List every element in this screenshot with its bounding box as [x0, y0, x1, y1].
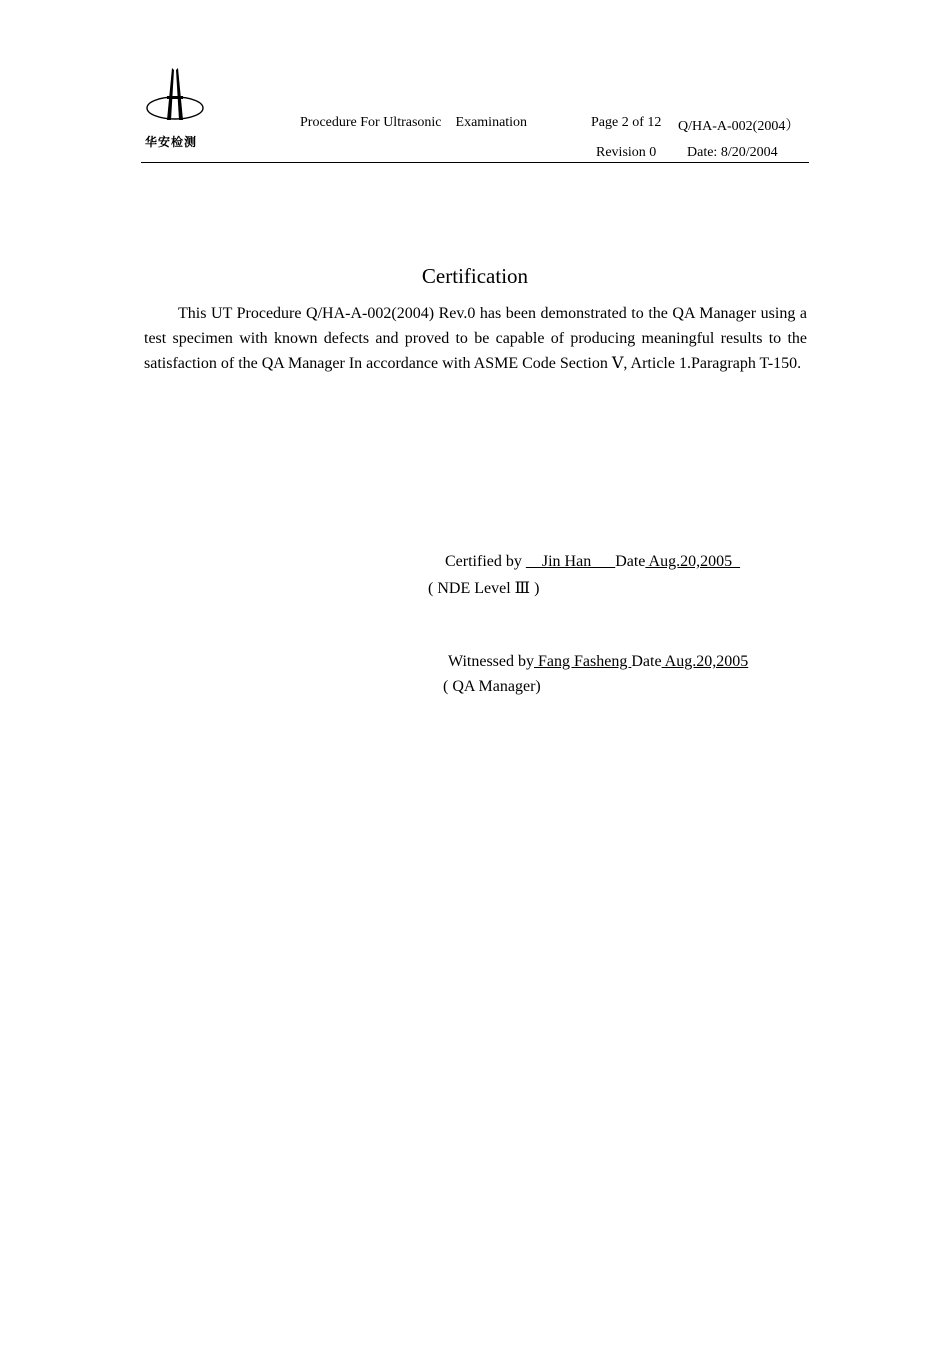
witnessed-by-name: Fang Fasheng	[534, 653, 632, 670]
witnessed-date: Aug.20,2005	[661, 653, 749, 670]
header-title: Procedure For Ultrasonic Examination	[300, 115, 528, 130]
header-divider	[141, 162, 809, 163]
witnessed-date-label: Date	[631, 653, 662, 670]
certified-date: Aug.20,2005	[645, 553, 741, 570]
witnessed-by-label: Witnessed by	[448, 653, 535, 670]
header-doc-code: Q/HA-A-002(2004）	[678, 119, 800, 134]
header-date: Date: 8/20/2004	[687, 145, 778, 160]
certified-by-name: Jin Han	[525, 553, 616, 570]
witness-role: ( QA Manager)	[443, 678, 541, 695]
certifier-level: ( NDE Level Ⅲ )	[428, 580, 540, 597]
certified-by-label: Certified by	[445, 553, 526, 570]
certification-paragraph: This UT Procedure Q/HA-A-002(2004) Rev.0 has been demonstrated to the QA Manager using a test specimen with known defects and proved to be capable of producing meaningful results to the satisfaction of the QA Manager In accordance with ASME Code Section Ⅴ, Article 1.Paragraph T-150.	[144, 305, 807, 372]
company-logo-icon	[145, 66, 207, 136]
certified-by-line	[445, 553, 740, 571]
header-page-number: Page 2 of 12	[591, 115, 662, 130]
logo-text: 华安检测	[145, 135, 198, 149]
header-revision: Revision 0	[596, 145, 657, 160]
certified-date-label: Date	[615, 553, 646, 570]
witnessed-by-line	[448, 653, 748, 671]
page-title: Certification	[421, 264, 529, 288]
